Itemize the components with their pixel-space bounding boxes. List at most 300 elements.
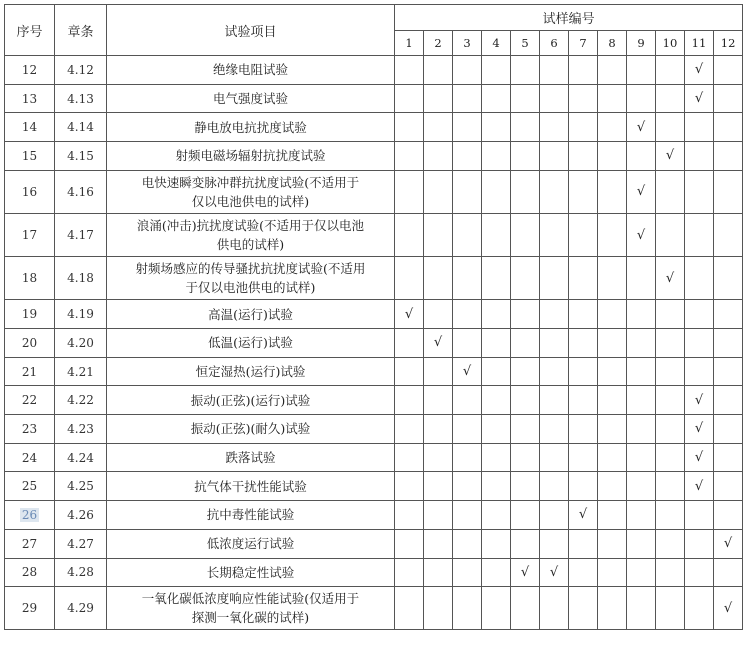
sample-cell	[656, 501, 685, 530]
test-item-line: 跌落试验	[225, 450, 276, 466]
test-matrix-table	[4, 4, 743, 630]
sample-cell	[453, 443, 482, 472]
sample-cell	[685, 587, 714, 630]
sample-cell	[714, 113, 743, 142]
row-clause: 4.15	[55, 142, 107, 171]
sample-cell	[511, 357, 540, 386]
check-mark-icon: √	[578, 507, 588, 523]
sample-cell	[598, 587, 627, 630]
sample-cell	[424, 558, 453, 587]
sample-cell	[511, 142, 540, 171]
sample-cell	[598, 84, 627, 113]
test-item-line: 抗气体干扰性能试验	[194, 478, 307, 494]
sample-cell	[453, 472, 482, 501]
test-item-line: 绝缘电阻试验	[212, 62, 288, 78]
sample-cell	[569, 170, 598, 213]
sample-cell	[424, 501, 453, 530]
test-item-line: 低温(运行)试验	[208, 335, 293, 351]
table-row	[5, 329, 743, 358]
sample-cell	[482, 357, 511, 386]
sample-cell	[569, 84, 598, 113]
row-index	[5, 529, 55, 558]
table-row	[5, 56, 743, 85]
sample-cell	[424, 170, 453, 213]
sample-number-header: 9	[627, 31, 656, 56]
sample-cell	[482, 443, 511, 472]
sample-cell	[540, 529, 569, 558]
test-item-line: 浪涌(冲击)抗扰度试验(不适用于仅以电池	[136, 218, 365, 234]
sample-cell	[395, 529, 424, 558]
row-index-text: 26	[21, 507, 38, 522]
sample-cell	[714, 142, 743, 171]
sample-cell	[540, 56, 569, 85]
sample-cell	[627, 357, 656, 386]
sample-cell	[424, 529, 453, 558]
sample-cell	[511, 257, 540, 300]
row-test-item	[107, 213, 395, 256]
sample-cell	[656, 587, 685, 630]
sample-cell	[540, 357, 569, 386]
sample-cell	[627, 386, 656, 415]
sample-cell	[714, 501, 743, 530]
sample-number-header: 12	[714, 31, 743, 56]
sample-cell	[569, 56, 598, 85]
sample-cell	[714, 558, 743, 587]
sample-cell	[395, 443, 424, 472]
sample-cell	[714, 329, 743, 358]
sample-cell	[685, 357, 714, 386]
sample-cell	[569, 300, 598, 329]
test-item-line: 抗中毒性能试验	[206, 507, 295, 523]
sample-cell	[395, 56, 424, 85]
sample-cell	[627, 142, 656, 171]
sample-cell	[656, 142, 685, 171]
row-test-item	[107, 501, 395, 530]
sample-cell	[598, 501, 627, 530]
table-row	[5, 170, 743, 213]
test-item-line: 探测一氧化碳的试样)	[191, 610, 310, 626]
sample-cell	[714, 213, 743, 256]
sample-cell	[598, 443, 627, 472]
row-index-text: 16	[21, 184, 38, 199]
sample-cell	[511, 415, 540, 444]
row-clause: 4.12	[55, 56, 107, 85]
sample-cell	[598, 415, 627, 444]
sample-cell	[482, 142, 511, 171]
sample-cell	[511, 443, 540, 472]
sample-cell	[598, 170, 627, 213]
row-index	[5, 443, 55, 472]
sample-cell	[540, 329, 569, 358]
row-test-item	[107, 415, 395, 444]
row-index	[5, 415, 55, 444]
check-mark-icon: √	[665, 270, 675, 286]
sample-cell	[598, 472, 627, 501]
sample-cell	[656, 113, 685, 142]
sample-cell	[598, 386, 627, 415]
sample-cell	[453, 386, 482, 415]
sample-cell	[685, 170, 714, 213]
row-clause: 4.17	[55, 213, 107, 256]
sample-cell	[395, 142, 424, 171]
sample-cell	[685, 329, 714, 358]
sample-cell	[627, 170, 656, 213]
sample-cell	[685, 300, 714, 329]
sample-cell	[598, 529, 627, 558]
sample-cell	[685, 113, 714, 142]
sample-cell	[453, 113, 482, 142]
sample-cell	[424, 84, 453, 113]
table-body	[5, 56, 743, 630]
row-clause: 4.28	[55, 558, 107, 587]
sample-cell	[656, 558, 685, 587]
table-row	[5, 357, 743, 386]
sample-cell	[685, 501, 714, 530]
sample-cell	[453, 587, 482, 630]
sample-cell	[511, 170, 540, 213]
sample-cell	[569, 257, 598, 300]
sample-cell	[685, 56, 714, 85]
test-item-line: 一氧化碳低浓度响应性能试验(仅适用于	[141, 591, 360, 607]
sample-cell	[540, 257, 569, 300]
sample-cell	[627, 84, 656, 113]
row-clause: 4.21	[55, 357, 107, 386]
sample-cell	[685, 386, 714, 415]
sample-cell	[511, 472, 540, 501]
sample-cell	[453, 257, 482, 300]
check-mark-icon: √	[462, 364, 472, 380]
sample-number-header: 7	[569, 31, 598, 56]
sample-cell	[540, 558, 569, 587]
row-index	[5, 501, 55, 530]
check-mark-icon: √	[636, 227, 646, 243]
sample-number-header: 4	[482, 31, 511, 56]
sample-cell	[627, 443, 656, 472]
sample-cell	[656, 300, 685, 329]
sample-cell	[453, 529, 482, 558]
sample-cell	[540, 443, 569, 472]
sample-cell	[540, 113, 569, 142]
sample-cell	[569, 113, 598, 142]
test-item-line: 长期稳定性试验	[206, 564, 295, 580]
sample-cell	[395, 257, 424, 300]
sample-cell	[598, 113, 627, 142]
sample-cell	[395, 113, 424, 142]
sample-number-header: 6	[540, 31, 569, 56]
row-index	[5, 357, 55, 386]
sample-cell	[395, 558, 424, 587]
test-item-line: 振动(正弦)(耐久)试验	[190, 421, 311, 437]
table-row	[5, 257, 743, 300]
sample-cell	[424, 443, 453, 472]
sample-number-header: 3	[453, 31, 482, 56]
header-samples: 试样编号	[395, 5, 743, 31]
table-row	[5, 84, 743, 113]
row-index-text: 13	[21, 91, 38, 106]
check-mark-icon: √	[694, 62, 704, 78]
sample-cell	[453, 329, 482, 358]
sample-cell	[395, 386, 424, 415]
sample-cell	[714, 415, 743, 444]
sample-cell	[482, 529, 511, 558]
sample-cell	[395, 415, 424, 444]
row-test-item	[107, 529, 395, 558]
sample-cell	[714, 357, 743, 386]
sample-cell	[540, 170, 569, 213]
sample-cell	[395, 357, 424, 386]
sample-cell	[395, 213, 424, 256]
sample-cell	[656, 329, 685, 358]
sample-cell	[656, 443, 685, 472]
sample-cell	[627, 113, 656, 142]
sample-cell	[395, 472, 424, 501]
sample-cell	[714, 300, 743, 329]
sample-cell	[598, 142, 627, 171]
sample-cell	[511, 84, 540, 113]
row-index-text: 17	[21, 228, 38, 243]
sample-cell	[453, 357, 482, 386]
sample-cell	[482, 170, 511, 213]
row-test-item	[107, 587, 395, 630]
sample-cell	[569, 415, 598, 444]
sample-cell	[511, 56, 540, 85]
sample-cell	[453, 300, 482, 329]
test-item-line: 供电的试样)	[216, 237, 285, 253]
sample-cell	[598, 56, 627, 85]
row-clause: 4.24	[55, 443, 107, 472]
sample-cell	[424, 329, 453, 358]
sample-number-header: 10	[656, 31, 685, 56]
sample-cell	[482, 300, 511, 329]
sample-cell	[482, 558, 511, 587]
sample-cell	[627, 300, 656, 329]
check-mark-icon: √	[694, 421, 704, 437]
row-clause: 4.26	[55, 501, 107, 530]
row-test-item	[107, 257, 395, 300]
sample-cell	[540, 415, 569, 444]
sample-cell	[453, 56, 482, 85]
table-row	[5, 529, 743, 558]
row-index-text: 22	[21, 393, 38, 408]
row-index	[5, 170, 55, 213]
row-test-item	[107, 170, 395, 213]
sample-cell	[511, 300, 540, 329]
row-index	[5, 472, 55, 501]
sample-cell	[714, 529, 743, 558]
row-test-item	[107, 558, 395, 587]
sample-cell	[569, 386, 598, 415]
sample-cell	[453, 415, 482, 444]
sample-number-header: 5	[511, 31, 540, 56]
sample-number-header: 8	[598, 31, 627, 56]
sample-cell	[395, 587, 424, 630]
sample-cell	[569, 443, 598, 472]
sample-cell	[656, 472, 685, 501]
row-clause: 4.18	[55, 257, 107, 300]
sample-cell	[424, 257, 453, 300]
sample-cell	[453, 213, 482, 256]
test-item-line: 射频场感应的传导骚扰抗扰度试验(不适用	[135, 261, 366, 277]
sample-cell	[482, 386, 511, 415]
sample-cell	[656, 56, 685, 85]
sample-cell	[714, 170, 743, 213]
table-row	[5, 587, 743, 630]
sample-cell	[627, 501, 656, 530]
sample-cell	[511, 386, 540, 415]
sample-cell	[453, 84, 482, 113]
sample-cell	[540, 386, 569, 415]
sample-cell	[656, 84, 685, 113]
sample-cell	[685, 257, 714, 300]
test-item-line: 振动(正弦)(运行)试验	[190, 392, 311, 408]
sample-cell	[714, 56, 743, 85]
row-index	[5, 213, 55, 256]
header-item: 试验项目	[107, 5, 395, 56]
sample-cell	[482, 587, 511, 630]
sample-cell	[714, 84, 743, 113]
sample-cell	[511, 113, 540, 142]
table-row	[5, 443, 743, 472]
sample-cell	[685, 443, 714, 472]
check-mark-icon: √	[694, 392, 704, 408]
sample-cell	[453, 501, 482, 530]
test-item-line: 电快速瞬变脉冲群抗扰度试验(不适用于	[141, 174, 360, 190]
row-test-item	[107, 300, 395, 329]
row-test-item	[107, 113, 395, 142]
test-item-line: 低浓度运行试验	[206, 536, 295, 552]
row-clause: 4.23	[55, 415, 107, 444]
sample-cell	[511, 501, 540, 530]
row-index-text: 20	[21, 335, 38, 350]
sample-cell	[685, 142, 714, 171]
row-index-text: 19	[21, 307, 38, 322]
row-index-text: 14	[21, 120, 38, 135]
sample-cell	[598, 357, 627, 386]
check-mark-icon: √	[520, 564, 530, 580]
sample-cell	[714, 443, 743, 472]
row-test-item	[107, 84, 395, 113]
row-index	[5, 113, 55, 142]
sample-cell	[395, 170, 424, 213]
row-index	[5, 300, 55, 329]
row-clause: 4.29	[55, 587, 107, 630]
test-item-line: 仅以电池供电的试样)	[191, 193, 310, 209]
test-item-line: 静电放电抗扰度试验	[194, 119, 307, 135]
check-mark-icon: √	[694, 91, 704, 107]
row-index	[5, 587, 55, 630]
sample-cell	[685, 529, 714, 558]
sample-cell	[598, 558, 627, 587]
row-index-text: 29	[21, 601, 38, 616]
sample-cell	[540, 501, 569, 530]
sample-cell	[656, 415, 685, 444]
sample-cell	[482, 113, 511, 142]
row-index-text: 12	[21, 62, 38, 77]
sample-cell	[424, 142, 453, 171]
table-row	[5, 501, 743, 530]
sample-cell	[395, 300, 424, 329]
check-mark-icon: √	[433, 335, 443, 351]
sample-cell	[395, 501, 424, 530]
table-row	[5, 213, 743, 256]
sample-cell	[714, 472, 743, 501]
sample-cell	[685, 213, 714, 256]
row-index-text: 28	[21, 565, 38, 580]
sample-cell	[424, 213, 453, 256]
sample-cell	[424, 472, 453, 501]
row-index	[5, 386, 55, 415]
sample-cell	[627, 529, 656, 558]
sample-cell	[569, 501, 598, 530]
row-index-text: 21	[21, 364, 38, 379]
sample-cell	[569, 142, 598, 171]
test-item-line: 恒定湿热(运行)试验	[195, 364, 306, 380]
sample-cell	[685, 84, 714, 113]
sample-cell	[482, 472, 511, 501]
sample-cell	[598, 329, 627, 358]
sample-cell	[714, 587, 743, 630]
sample-cell	[569, 587, 598, 630]
sample-cell	[424, 300, 453, 329]
row-index	[5, 257, 55, 300]
sample-cell	[482, 257, 511, 300]
check-mark-icon: √	[404, 306, 414, 322]
sample-cell	[656, 529, 685, 558]
check-mark-icon: √	[636, 119, 646, 135]
sample-cell	[540, 472, 569, 501]
table-row	[5, 472, 743, 501]
row-test-item	[107, 357, 395, 386]
sample-cell	[540, 84, 569, 113]
sample-cell	[598, 213, 627, 256]
sample-cell	[511, 587, 540, 630]
sample-cell	[714, 386, 743, 415]
sample-cell	[598, 257, 627, 300]
check-mark-icon: √	[636, 184, 646, 200]
row-test-item	[107, 56, 395, 85]
row-clause: 4.14	[55, 113, 107, 142]
table-row	[5, 415, 743, 444]
sample-cell	[569, 213, 598, 256]
check-mark-icon: √	[549, 564, 559, 580]
check-mark-icon: √	[665, 148, 675, 164]
sample-cell	[511, 558, 540, 587]
sample-cell	[714, 257, 743, 300]
row-clause: 4.20	[55, 329, 107, 358]
sample-cell	[453, 558, 482, 587]
sample-cell	[627, 213, 656, 256]
sample-cell	[540, 142, 569, 171]
table-row	[5, 113, 743, 142]
sample-cell	[424, 113, 453, 142]
row-index-text: 24	[21, 450, 38, 465]
table-row	[5, 300, 743, 329]
sample-cell	[685, 415, 714, 444]
check-mark-icon: √	[694, 478, 704, 494]
row-index-text: 25	[21, 479, 38, 494]
row-clause: 4.16	[55, 170, 107, 213]
row-clause: 4.27	[55, 529, 107, 558]
sample-cell	[656, 257, 685, 300]
row-index-text: 27	[21, 536, 38, 551]
sample-cell	[424, 56, 453, 85]
sample-number-header: 11	[685, 31, 714, 56]
row-index	[5, 56, 55, 85]
sample-cell	[627, 558, 656, 587]
table-row	[5, 142, 743, 171]
check-mark-icon: √	[723, 600, 733, 616]
sample-cell	[453, 142, 482, 171]
